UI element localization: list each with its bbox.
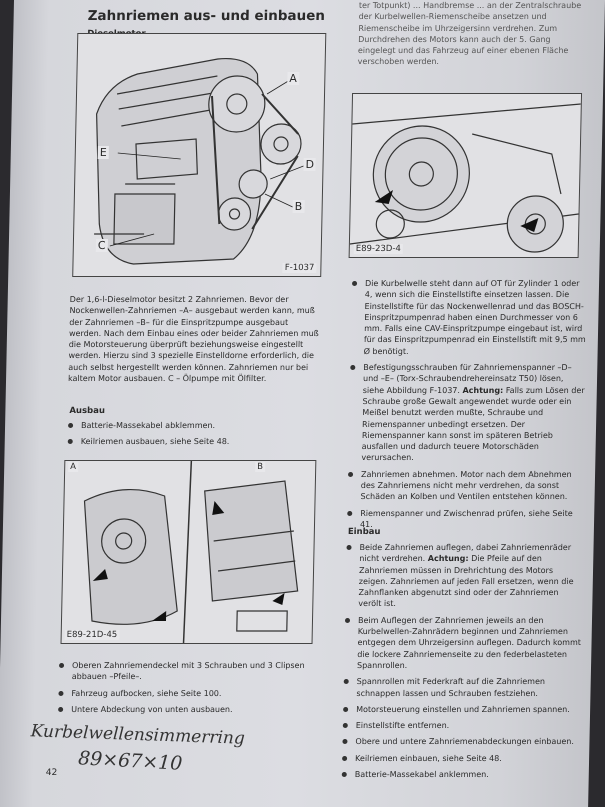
list-item: Beim Auflegen der Zahnriemen jeweils an den Kurbelwellen-Zahnrädern beginnen und Zahnriemen entgegen dem Uhrzeigersinn auflegen. Dadurch kommt die lockere Zahnriemenseite zu den federbelasteten Spannrollen. [343,615,582,671]
camshaft-figure [349,93,582,258]
label-e: E [99,146,107,159]
list-item: Die Kurbelwelle steht dann auf OT für Zylinder 1 oder 4, wenn sich die Einstellstifte einsetzen lassen. Die Einstellstifte für das Nockenwellenrad und das BOSCH-Einspritzpumpenrad haben einen Durchmesser von 6 mm. Falls eine CAV-Einspritzpumpe eingebaut ist, wird für das Einspritzpumpenrad ein Einstellstift mit 9,5 mm Ø benötigt. [350,278,590,357]
right-list [346,278,589,535]
label-a: A [70,462,77,472]
figure-id: E89-23D-4 [355,244,401,254]
list-item: Einstellstifte entfernen. [342,720,580,731]
list-item: Motorsteuerung einstellen und Zahnriemen spannen. [342,704,580,715]
list-item: Oberen Zahnriemendeckel mit 3 Schrauben und 3 Clipsen abbauen –Pfeile–. [58,660,313,683]
figure-id: F-1037 [284,263,315,273]
list-item: Beide Zahnriemen auflegen, dabei Zahnriemenräder nicht verdrehen. Achtung: Die Pfeile auf den Zahnriemen müssen in Drehrichtung des Motors zeigen. Zahnriemen auf jeden Fall ersetzen, wenn die Zahnflanken abgenutzt sind oder der Zahnriemen verölt ist. [344,542,583,610]
label-a: A [289,72,298,85]
ausbau-heading: Ausbau [69,406,106,416]
list-item: Keilriemen einbauen, siehe Seite 48. [341,753,579,764]
figure-id: E89-21D-45 [66,630,118,640]
top-paragraph: ter Totpunkt) ... Handbremse ... an der Zentralschraube der Kurbelwellen-Riemenscheibe ansetzen und Riemenscheibe im Uhrzeigersinn verdrehen. Zum Durchdrehen des Motors kann auch der 5. Gang eingelegt und das Fahrzeug auf einer ebenen Fläche verschoben werden. [357,1,582,67]
list-item: Riemenspanner und Zwischenrad prüfen, siehe Seite 41. [346,508,584,531]
engine-figure [72,33,326,277]
label-c: C [97,239,106,252]
handwritten-dimensions: 89×67×10 [77,747,184,775]
cover-drawing [62,461,316,643]
label-b: B [257,462,264,472]
list-item: Keilriemen ausbauen, siehe Seite 48. [67,436,317,447]
list-item: Zahnriemen abnehmen. Motor nach dem Abnehmen des Zahnriemens nicht mehr verdrehen, da sonst Schäden an Kolben und Ventilen entstehen können. [346,469,585,503]
intro-paragraph: Der 1,6-l-Dieselmotor besitzt 2 Zahnriemen. Bevor der Nockenwellen-Zahnriemen –A– ausgebaut werden kann, muß der Zahnriemen –B– für die Einspritzpumpe ausgebaut werden. Nach dem Einbau eines oder beider Zahnriemen muß die Motorsteuerung überprüft beziehungsweise eingestellt werden. Hierzu sind 3 spezielle Einstelldorne erforderlich, die auch selbst hergestellt werden können. Zahnriemen nur bei kaltem Motor ausbauen. C – Ölpumpe mit Ölfilter. [67,295,319,384]
list-item: Spannrollen mit Federkraft auf die Zahnriemen schnappen lassen und Schrauben festziehen. [342,676,580,699]
list-item: Obere und untere Zahnriemenabdeckungen einbauen. [341,736,579,747]
page-heading: Zahnriemen aus- und einbauen [87,8,326,24]
list-item: Batterie-Massekabel abklemmen. [67,420,317,431]
label-d: D [305,158,315,171]
einbau-heading: Einbau [347,527,381,537]
left-list [57,660,313,720]
camshaft-drawing [350,94,581,257]
list-item: Befestigungsschrauben für Zahnriemenspanner –D– und –E– (Torx-Schraubendrehereinsatz T50) lösen, siehe Abbildung F-1037. Achtung: Falls zum Lösen der Schraube große Gewalt angewendet wurde oder ein Meißel benutzt werden mußte, Schraube und Riemenspanner unbedingt ersetzen. Der Riemenspanner kann sonst im späteren Betrieb ausfallen und dadurch teuere Motorschäden verursachen. [347,362,587,464]
list-item: Batterie-Massekabel anklemmen. [341,769,579,780]
label-b: B [294,200,303,213]
list-item: Fahrzeug aufbocken, siehe Seite 100. [57,688,312,699]
handwritten-note: Kurbelwellensimmerring [30,721,246,749]
page-number: 42 [45,768,58,778]
engine-drawing [73,34,325,276]
ausbau-list [67,420,318,453]
einbau-list [341,542,584,785]
cover-figure [61,460,317,644]
list-item: Untere Abdeckung von unten ausbauen. [57,704,312,715]
